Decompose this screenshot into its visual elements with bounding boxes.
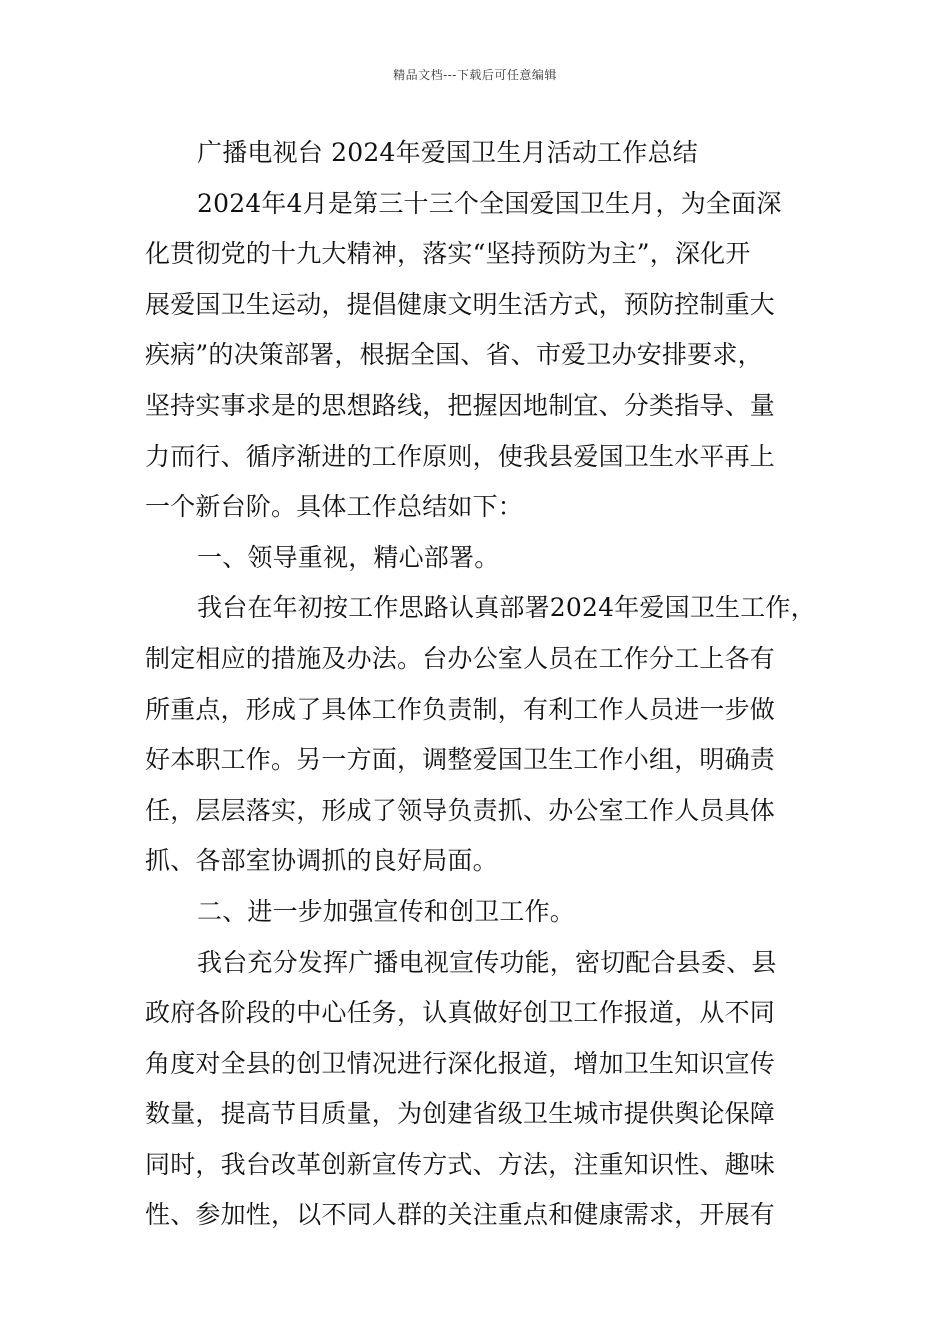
- text-line: 一个新台阶。具体工作总结如下：: [145, 492, 524, 522]
- text-line: 政府各阶段的中心任务，认真做好创卫工作报道，从不同: [145, 998, 776, 1028]
- document-body: [145, 128, 815, 1241]
- text-line: 2024年4月是第三十三个全国爱国卫生月，为全面深: [197, 188, 782, 218]
- text-line: 任，层层落实，形成了领导负责抓、办公室工作人员具体: [145, 795, 776, 825]
- paragraph-section-2: [145, 938, 815, 1242]
- section-heading-1: 一、领导重视，精心部署。: [197, 542, 500, 572]
- text-line: 力而行、循序渐进的工作原则，使我县爱国卫生水平再上: [145, 441, 776, 471]
- text-line: 化贯彻党的十九大精神，落实“坚持预防为主”，深化开: [145, 239, 751, 269]
- text-line: 角度对全县的创卫情况进行深化报道，增加卫生知识宣传: [145, 1048, 776, 1078]
- text-line: 我台在年初按工作思路认真部署2024年爱国卫生工作，: [197, 593, 816, 623]
- text-line: 展爱国卫生运动，提倡健康文明生活方式，预防控制重大: [145, 289, 776, 319]
- text-line: 性、参加性，以不同人群的关注重点和健康需求，开展有: [145, 1200, 776, 1230]
- text-line: 疾病”的决策部署，根据全国、省、市爱卫办安排要求，: [145, 340, 763, 370]
- section-heading-2: 二、进一步加强宣传和创卫工作。: [197, 896, 576, 926]
- header-note: 精品文档---下载后可任意编辑: [393, 68, 557, 82]
- text-line: 制定相应的措施及办法。台办公室人员在工作分工上各有: [145, 643, 776, 673]
- text-line: 坚持实事求是的思想路线，把握因地制宜、分类指导、量: [145, 390, 776, 420]
- text-line: 好本职工作。另一方面，调整爱国卫生工作小组，明确责: [145, 745, 776, 775]
- text-line: 同时，我台改革创新宣传方式、方法，注重知识性、趣味: [145, 1149, 776, 1179]
- text-line: 我台充分发挥广播电视宣传功能，密切配合县委、县: [197, 947, 777, 977]
- text-line: 所重点，形成了具体工作负责制，有利工作人员进一步做: [145, 694, 776, 724]
- text-line: 数量，提高节目质量，为创建省级卫生城市提供舆论保障: [145, 1099, 776, 1129]
- paragraph-section-1: [145, 583, 815, 887]
- paragraph-intro: [145, 179, 815, 533]
- text-line: 抓、各部室协调抓的良好局面。: [145, 846, 498, 876]
- document-title: 广播电视台 2024年爱国卫生月活动工作总结: [197, 138, 698, 167]
